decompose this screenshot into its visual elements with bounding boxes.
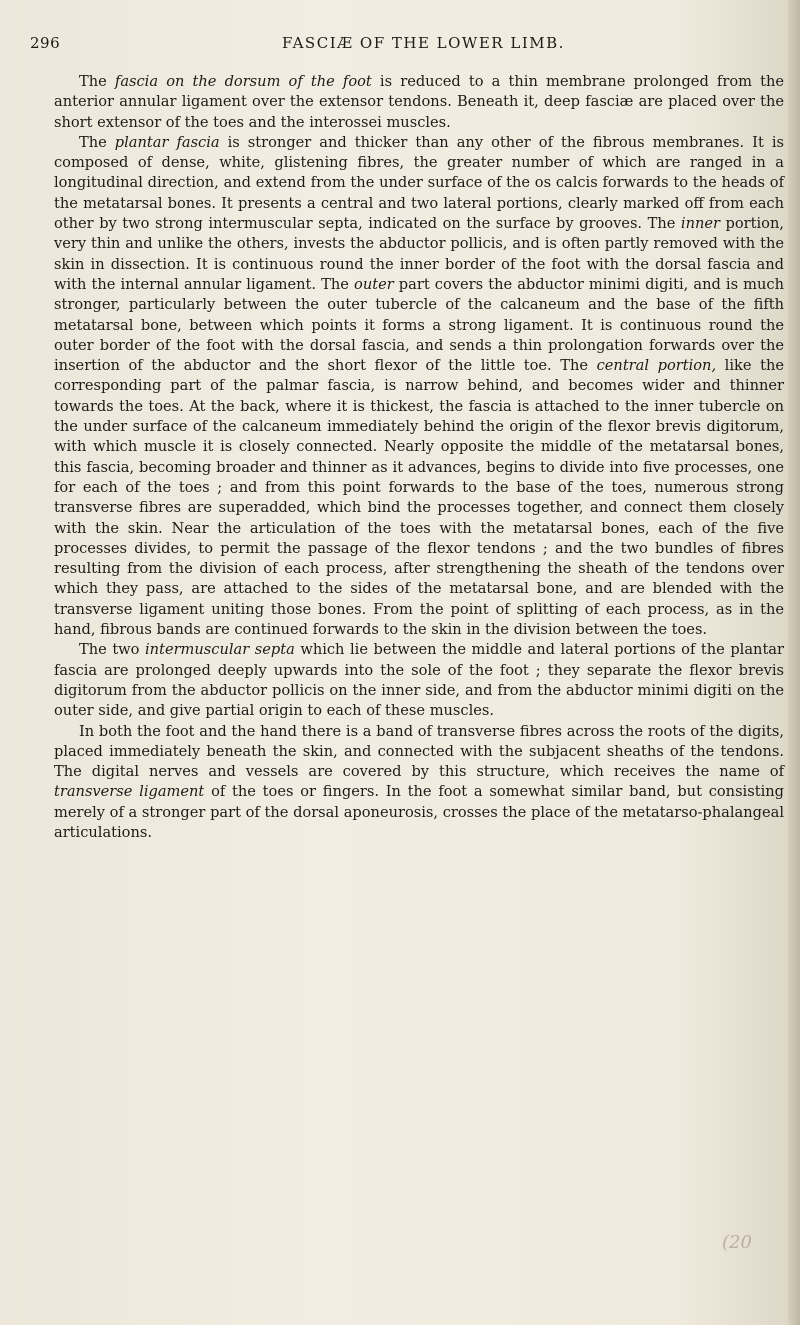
text-run: part covers the abductor minimi digiti, and is much stronger, particularly between the outer tubercle of the calcaneum and the base of the fifth metatarsal bone, between which points it forms a strong ligament. It is continuous round the outer border of the foot with the dorsal fascia, and sends a thin prolongation forwards over the insertion of the abductor and the short flexor of the little toe. The (54, 275, 784, 375)
text-run: of the toes or fingers. In the foot a somewhat similar band, but consisting merely of a stronger part of the dorsal aponeurosis, crosses the place of the metatarso-phalangeal articulations. (54, 783, 784, 841)
page-edge-shadow (788, 0, 800, 1325)
italic-term: fascia on the dorsum of the foot (114, 73, 372, 90)
text-run: The (79, 73, 115, 90)
italic-term: inner (680, 215, 720, 233)
text-run: In both the foot and the hand there is a band of transverse fibres across the roots of the digits, placed immediately beneath the skin, and connected with the subjacent sheaths of the tendons. The digital nerves and vessels are covered by this structure, which receives the name of (54, 722, 784, 781)
text-run: The two (79, 641, 146, 659)
paragraph-plantar-fascia (54, 133, 784, 640)
italic-term: intermuscular septa (145, 641, 295, 659)
paragraph-intermuscular-septa (54, 640, 784, 721)
italic-term: outer (354, 275, 394, 293)
page-header (0, 34, 800, 58)
italic-term: plantar fascia (114, 133, 220, 151)
paragraph-dorsal-fascia (54, 72, 784, 133)
text-run: is reduced to a thin membrane prolonged from the anterior annular ligament over the extensor tendons. Beneath it, deep fasciæ are placed over the short extensor of the toes and the interossei muscles. (54, 73, 784, 131)
italic-term: central portion, (596, 357, 717, 375)
running-title: FASCIÆ OF THE LOWER LIMB. (282, 34, 565, 52)
text-run: which lie between the middle and lateral portions of the plantar fascia are prolonged deeply upwards into the sole of the foot ; they separate the flexor brevis digitorum from the abductor pollicis on the inner side, and from the abductor minimi digiti on the outer side, and give partial origin to each of these muscles. (54, 641, 784, 720)
text-run: is stronger and thicker than any other of the fibrous membranes. It is composed of dense, white, glistening fibres, the greater number of which are ranged in a longitudinal direction, and extend from the under surface of the os calcis forwards to the heads of the metatarsal bones. It presents a central and two lateral portions, clearly marked off from each other by two strong intermuscular septa, indicated on the surface by grooves. The (54, 133, 784, 233)
text-run: The (79, 133, 115, 151)
italic-term: transverse ligament (54, 783, 205, 801)
text-run: like the corresponding part of the palmar fascia, is narrow behind, and becomes wider and thinner towards the toes. At the back, where it is thickest, the fascia is attached to the inner tubercle on the under surface of the calcaneum immediately behind the origin of the flexor brevis digitorum, with which muscle it is closely connected. Nearly opposite the middle of the metatarsal bones, this fascia, becoming broader and thinner as it advances, begins to divide into five processes, one for each of the toes ; and from this point forwards to the base of the toes, numerous strong transverse fibres are superadded, which bind the processes together, and connect them closely with the skin. Near the articulation of the toes with the metatarsal bones, each of the five processes divides, to permit the passage of the flexor tendons ; and the two bundles of fibres resulting from the division of each process, after strengthening the sheath of the tendons over which they pass, are attached to the sides of the metatarsal bone, and are blended with the transverse ligament uniting those bones. From the point of splitting of each process, as in the hand, fibrous bands are continued forwards to the skin in the division between the toes. (54, 357, 784, 639)
body-text (54, 72, 784, 843)
page-number: 296 (30, 34, 61, 52)
handwritten-marginal-note: (20 (722, 1232, 752, 1253)
paragraph-transverse-ligament (54, 722, 784, 844)
text-run: portion, very thin and unlike the others, invests the abductor pollicis, and is often partly removed with the skin in dissection. It is continuous round the inner border of the foot with the dorsal fascia and with the internal annular ligament. The (54, 215, 784, 293)
